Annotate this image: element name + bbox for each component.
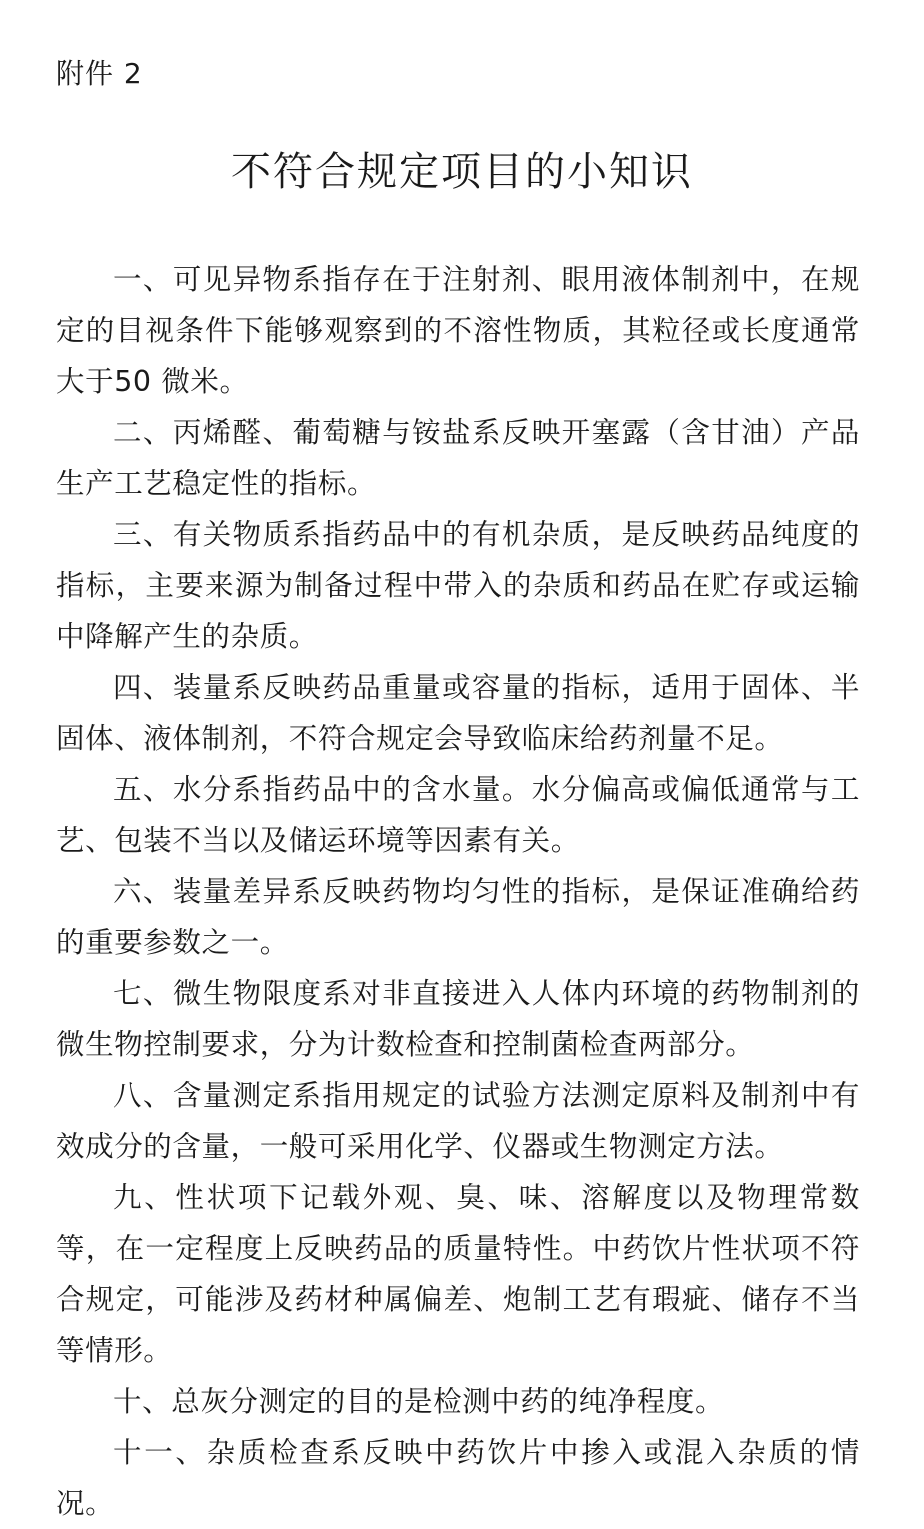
paragraph-visible-foreign-matter: 一、可见异物系指存在于注射剂、眼用液体制剂中，在规定的目视条件下能够观察到的不溶性物质，其粒径或长度通常大于50 微米。	[56, 263, 860, 398]
attachment-label: 附件 2	[56, 57, 143, 90]
paragraph-weight-variation: 六、装量差异系反映药物均匀性的指标，是保证准确给药的重要参数之一。	[56, 875, 860, 959]
document-title: 不符合规定项目的小知识	[231, 149, 693, 195]
document-body	[56, 254, 860, 1529]
paragraph-impurity-check: 十一、杂质检查系反映中药饮片中掺入或混入杂质的情况。	[56, 1436, 860, 1520]
paragraph-fill-volume: 四、装量系反映药品重量或容量的指标，适用于固体、半固体、液体制剂，不符合规定会导致临床给药剂量不足。	[56, 671, 860, 755]
paragraph-assay: 八、含量测定系指用规定的试验方法测定原料及制剂中有效成分的含量，一般可采用化学、仪器或生物测定方法。	[56, 1079, 860, 1163]
paragraph-acrolein-glucose: 二、丙烯醛、葡萄糖与铵盐系反映开塞露（含甘油）产品生产工艺稳定性的指标。	[56, 416, 860, 500]
paragraph-related-substances: 三、有关物质系指药品中的有机杂质，是反映药品纯度的指标，主要来源为制备过程中带入的杂质和药品在贮存或运输中降解产生的杂质。	[56, 518, 860, 653]
paragraph-total-ash: 十、总灰分测定的目的是检测中药的纯净程度。	[113, 1385, 725, 1418]
paragraph-microbial-limit: 七、微生物限度系对非直接进入人体内环境的药物制剂的微生物控制要求，分为计数检查和控制菌检查两部分。	[56, 977, 860, 1061]
paragraph-characteristics: 九、性状项下记载外观、臭、味、溶解度以及物理常数等，在一定程度上反映药品的质量特性。中药饮片性状项不符合规定，可能涉及药材种属偏差、炮制工艺有瑕疵、储存不当等情形。	[56, 1181, 860, 1367]
paragraph-moisture: 五、水分系指药品中的含水量。水分偏高或偏低通常与工艺、包装不当以及储运环境等因素有关。	[56, 773, 860, 857]
